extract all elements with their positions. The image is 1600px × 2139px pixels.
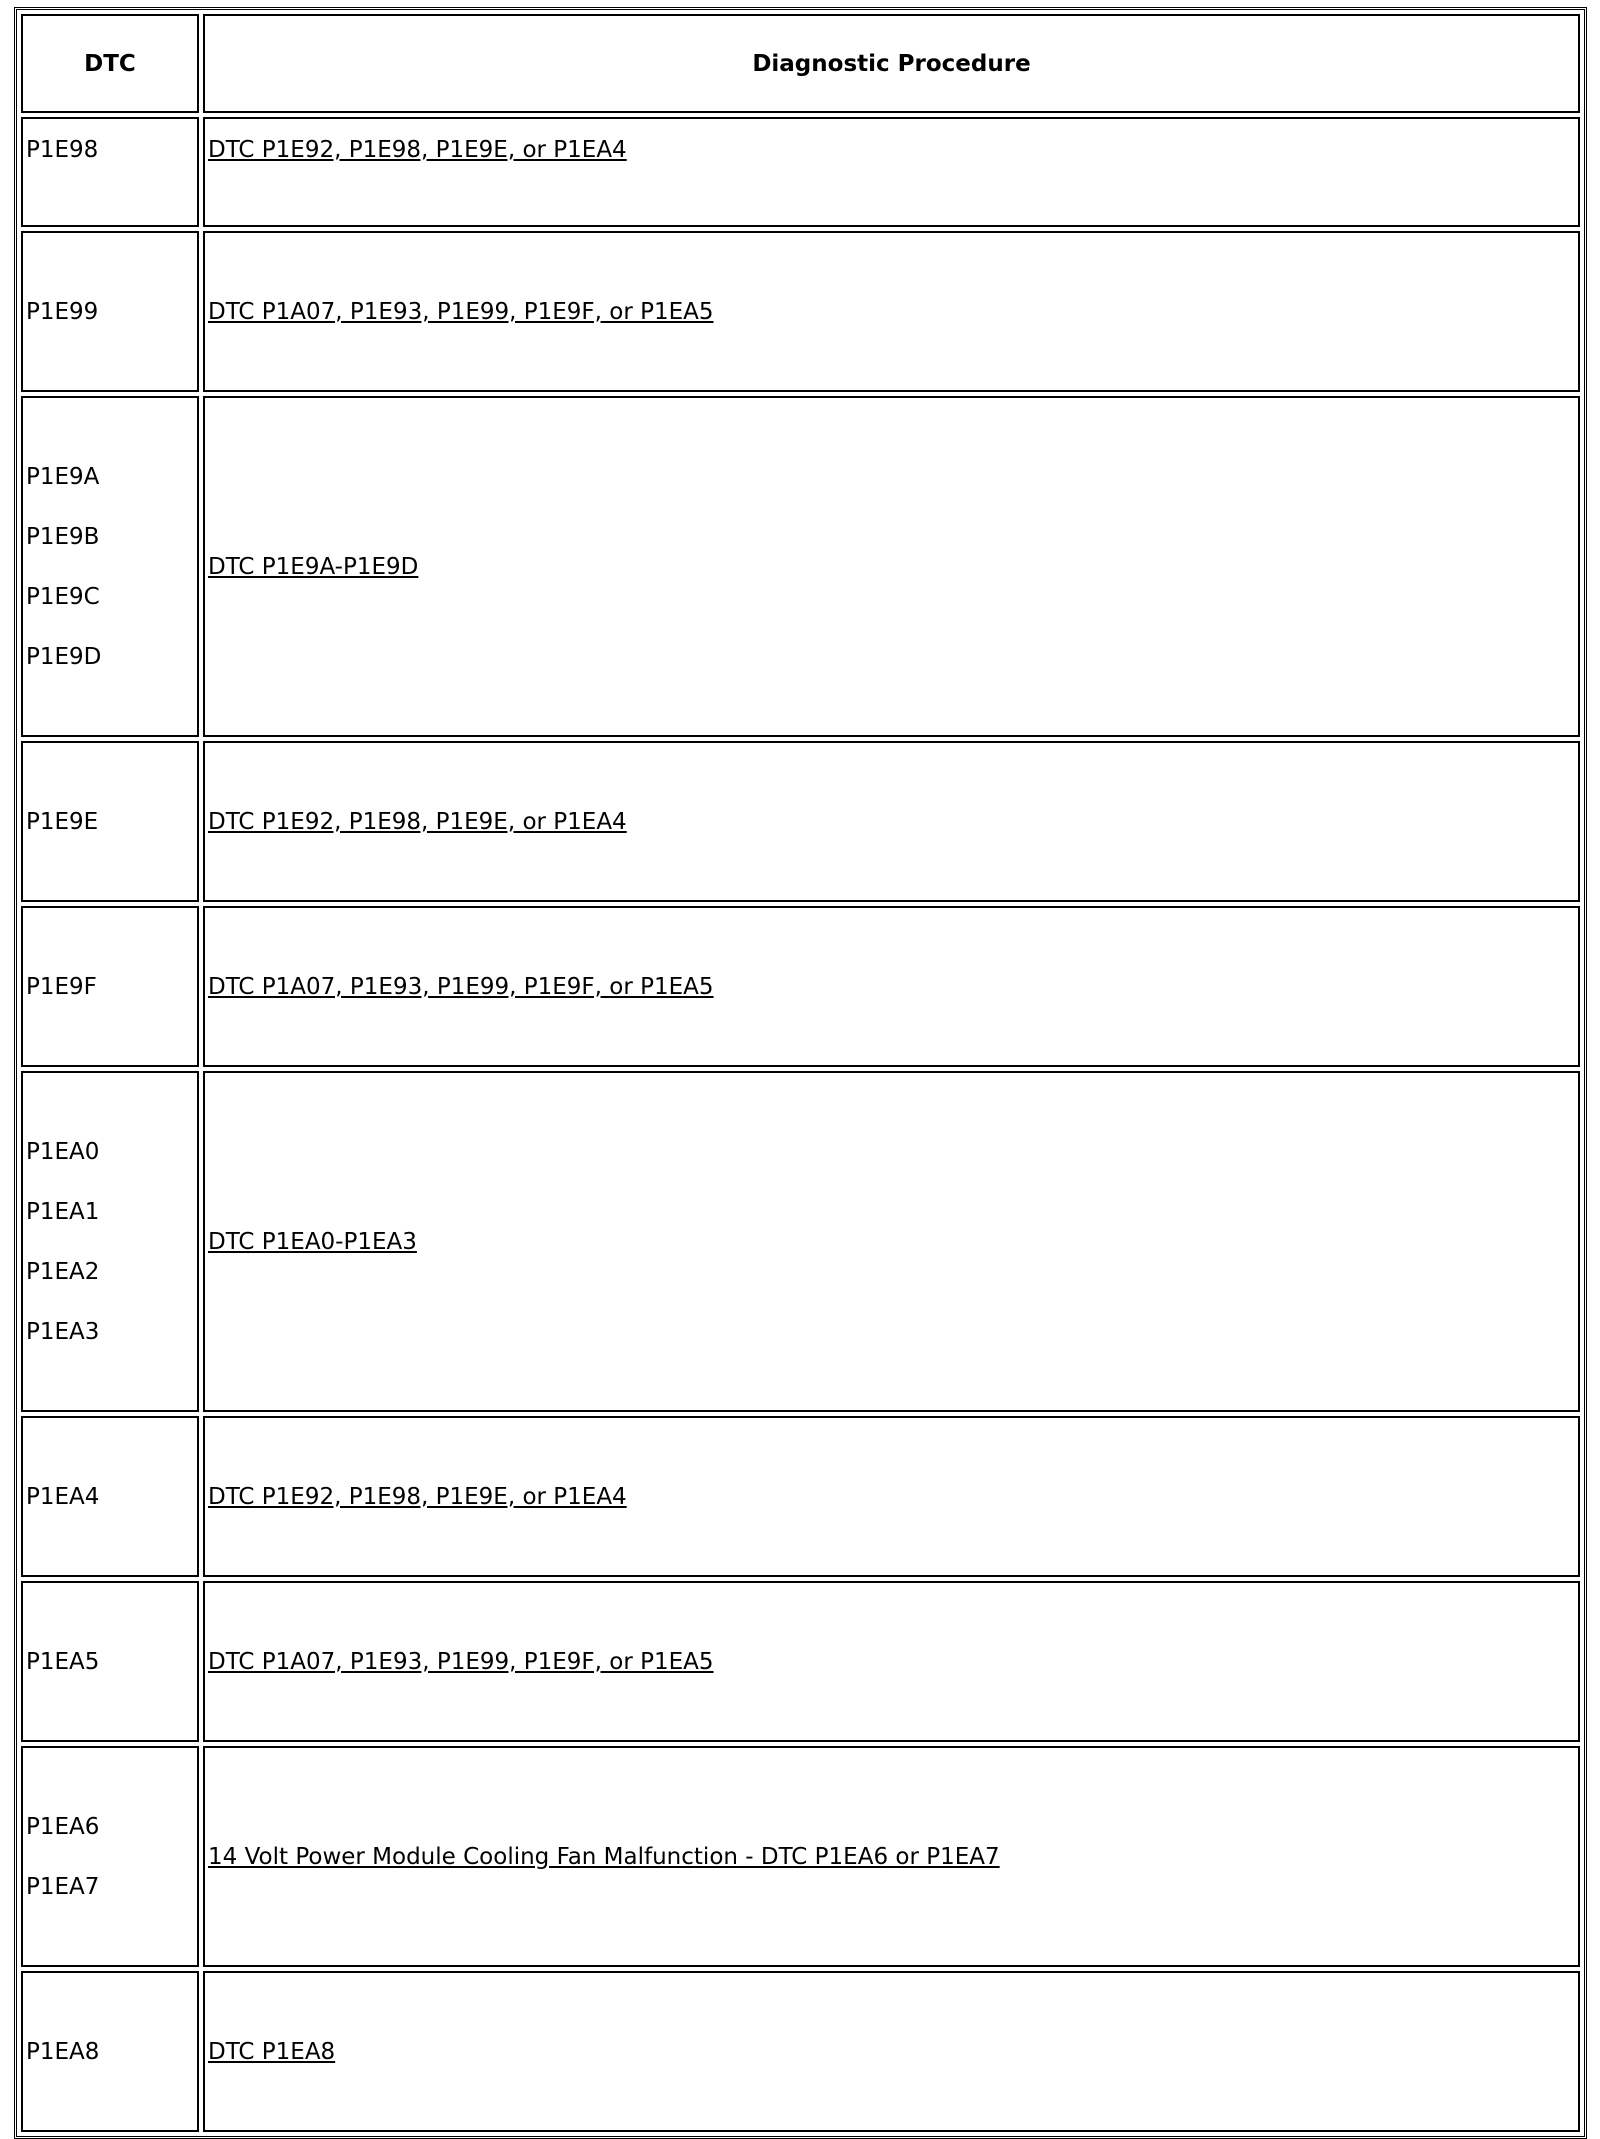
dtc-code: P1EA0: [26, 1138, 100, 1165]
table-row: [21, 231, 1580, 392]
procedure-column-header: Diagnostic Procedure: [203, 14, 1580, 113]
table-header-row: [21, 14, 1580, 113]
dtc-code-cell: [21, 1581, 199, 1742]
procedure-link[interactable]: DTC P1A07, P1E93, P1E99, P1E9F, or P1EA5: [208, 298, 714, 325]
procedure-link[interactable]: 14 Volt Power Module Cooling Fan Malfunction - DTC P1EA6 or P1EA7: [208, 1843, 1000, 1870]
table-row: [21, 396, 1580, 737]
table-row: [21, 1416, 1580, 1577]
procedure-cell: [203, 231, 1580, 392]
dtc-code: P1E9B: [26, 523, 100, 550]
procedure-link[interactable]: DTC P1A07, P1E93, P1E99, P1E9F, or P1EA5: [208, 973, 714, 1000]
dtc-column-header: DTC: [21, 14, 199, 113]
table-row: [21, 1581, 1580, 1742]
procedure-link[interactable]: DTC P1E92, P1E98, P1E9E, or P1EA4: [208, 137, 627, 163]
procedure-cell: [203, 1071, 1580, 1412]
procedure-cell: [203, 1416, 1580, 1577]
dtc-code: P1EA7: [26, 1873, 100, 1900]
procedure-cell: [203, 117, 1580, 227]
procedure-cell: [203, 906, 1580, 1067]
dtc-code-cell: [21, 906, 199, 1067]
procedure-link[interactable]: DTC P1E92, P1E98, P1E9E, or P1EA4: [208, 1483, 627, 1510]
dtc-code-cell: [21, 741, 199, 902]
dtc-code-cell: [21, 1746, 199, 1967]
dtc-code: P1E99: [26, 298, 99, 325]
dtc-code: P1E9D: [26, 643, 102, 670]
dtc-code: P1E9A: [26, 463, 100, 490]
procedure-cell: [203, 1581, 1580, 1742]
table-row: [21, 1071, 1580, 1412]
dtc-code: P1E9C: [26, 583, 100, 610]
dtc-code: P1EA2: [26, 1258, 100, 1285]
table-row: [21, 1746, 1580, 1967]
dtc-code: P1EA5: [26, 1648, 100, 1675]
dtc-code-cell: [21, 1971, 199, 2132]
table-row: [21, 741, 1580, 902]
dtc-code: P1EA6: [26, 1813, 100, 1840]
dtc-code: P1EA4: [26, 1483, 100, 1510]
dtc-code-cell: [21, 231, 199, 392]
dtc-code-cell: [21, 396, 199, 737]
table-row: [21, 1971, 1580, 2132]
procedure-link[interactable]: DTC P1EA0-P1EA3: [208, 1228, 417, 1255]
procedure-cell: [203, 1971, 1580, 2132]
procedure-cell: [203, 1746, 1580, 1967]
dtc-code: P1E9F: [26, 973, 97, 1000]
dtc-code: P1E98: [26, 137, 99, 163]
dtc-code: P1EA3: [26, 1318, 100, 1345]
dtc-code-cell: [21, 117, 199, 227]
procedure-link[interactable]: DTC P1A07, P1E93, P1E99, P1E9F, or P1EA5: [208, 1648, 714, 1675]
dtc-code-cell: [21, 1416, 199, 1577]
procedure-cell: [203, 741, 1580, 902]
dtc-code: P1EA8: [26, 2038, 100, 2065]
dtc-table: [14, 7, 1587, 2139]
dtc-code: P1EA1: [26, 1198, 100, 1225]
table-row: [21, 906, 1580, 1067]
table-row: [21, 117, 1580, 227]
procedure-link[interactable]: DTC P1E92, P1E98, P1E9E, or P1EA4: [208, 808, 627, 835]
procedure-link[interactable]: DTC P1EA8: [208, 2038, 336, 2065]
dtc-code-cell: [21, 1071, 199, 1412]
procedure-link[interactable]: DTC P1E9A-P1E9D: [208, 553, 419, 580]
dtc-code: P1E9E: [26, 808, 99, 835]
procedure-cell: [203, 396, 1580, 737]
